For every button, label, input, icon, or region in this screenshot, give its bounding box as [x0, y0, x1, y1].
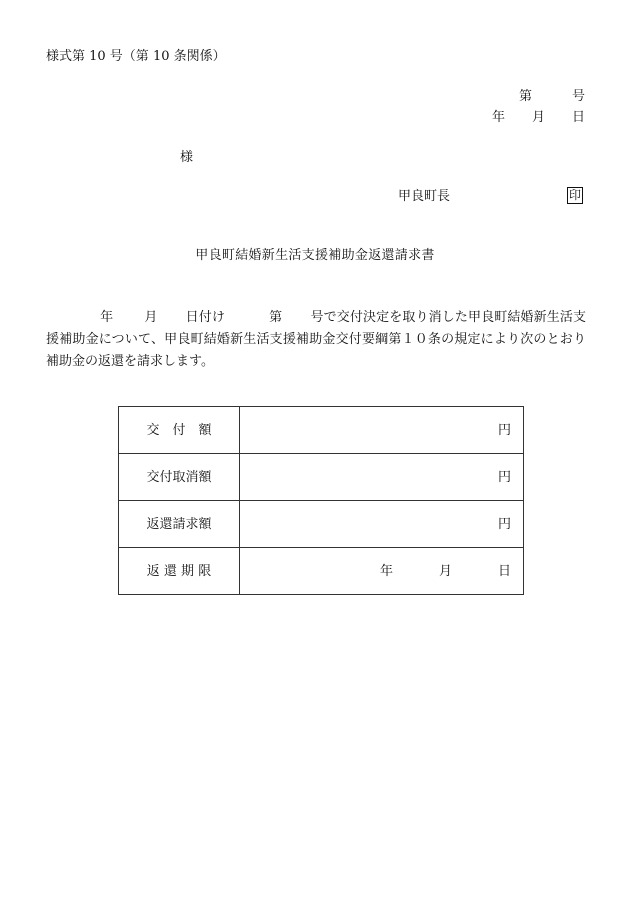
yen-unit: 円 — [497, 469, 511, 485]
table-row — [119, 548, 524, 595]
document-number — [519, 90, 585, 103]
row-label-cancel-amount: 交付取消額 — [119, 454, 240, 501]
document-title: 甲良町結婚新生活支援補助金返還請求書 — [195, 248, 435, 263]
date-day: 日 — [571, 110, 585, 125]
date-year: 年 — [491, 110, 505, 125]
date-month: 月 — [531, 110, 545, 125]
deadline-month: 月 — [438, 563, 452, 579]
form-number-label: 様式第 10 号（第 10 条関係） — [46, 49, 226, 64]
table-row — [119, 454, 524, 501]
row-label-refund-amount: 返還請求額 — [119, 501, 240, 548]
refund-amount-field — [240, 501, 524, 548]
deadline-day: 日 — [497, 563, 511, 579]
body-number-prefix: 第 — [269, 310, 283, 325]
body-main-text: 号で交付決定を取り消した甲良町結婚新生活支援補助金について、甲良町結婚新生活支援補助金交付要綱第１０条の規定により次のとおり補助金の返還を請求します。 — [46, 310, 586, 369]
yen-unit: 円 — [497, 422, 511, 438]
number-prefix: 第 — [518, 89, 532, 104]
seal-mark: 印 — [567, 187, 583, 204]
grant-amount-field — [240, 407, 524, 454]
document-date — [492, 111, 585, 124]
body-month: 月 — [144, 310, 158, 325]
yen-unit: 円 — [497, 516, 511, 532]
table-row — [119, 501, 524, 548]
table-row — [119, 407, 524, 454]
cancel-amount-field — [240, 454, 524, 501]
body-paragraph — [46, 307, 586, 373]
body-year: 年 — [100, 310, 114, 325]
row-label-grant-amount: 交 付 額 — [119, 407, 240, 454]
refund-request-table — [118, 406, 524, 595]
deadline-year: 年 — [379, 563, 393, 579]
body-day-dated: 日付け — [185, 310, 226, 325]
deadline-field — [240, 548, 524, 595]
issuer-name: 甲良町長 — [398, 189, 451, 204]
row-label-deadline: 返 還 期 限 — [119, 548, 240, 595]
number-suffix: 号 — [571, 89, 585, 104]
recipient-honorific: 様 — [180, 150, 194, 165]
